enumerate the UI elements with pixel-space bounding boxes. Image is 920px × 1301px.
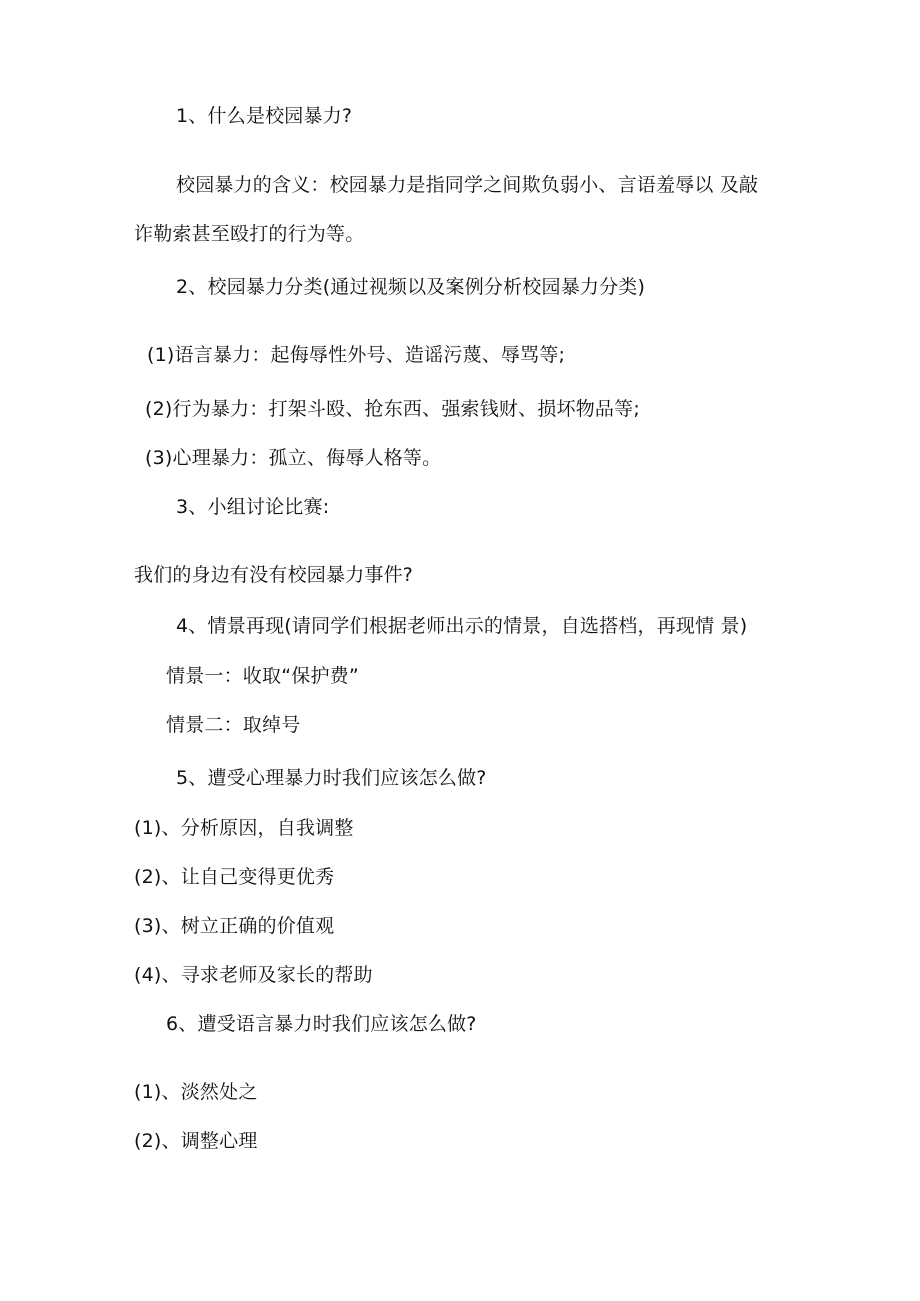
heading-4: 4、情景再现(请同学们根据老师出示的情景，自选搭档，再现情 景) bbox=[176, 615, 748, 637]
list-item: 情景一：收取“保护费” bbox=[166, 665, 359, 687]
list-item: (3)心理暴力：孤立、侮辱人格等。 bbox=[145, 447, 442, 469]
heading-1: 1、什么是校园暴力? bbox=[176, 105, 353, 127]
heading-2: 2、校园暴力分类(通过视频以及案例分析校园暴力分类) bbox=[176, 276, 646, 298]
list-item: 情景二：取绰号 bbox=[166, 714, 301, 736]
list-item: (2)、让自己变得更优秀 bbox=[134, 866, 335, 888]
list-item: (1)、淡然处之 bbox=[134, 1081, 258, 1103]
heading-6: 6、遭受语言暴力时我们应该怎么做? bbox=[166, 1013, 477, 1035]
list-item: (4)、寻求老师及家长的帮助 bbox=[134, 964, 373, 986]
heading-5: 5、遭受心理暴力时我们应该怎么做? bbox=[176, 767, 487, 789]
list-item: (1)语言暴力：起侮辱性外号、造谣污蔑、辱骂等; bbox=[147, 344, 566, 366]
list-item: (2)、调整心理 bbox=[134, 1130, 258, 1152]
heading-3: 3、小组讨论比赛: bbox=[176, 496, 330, 518]
paragraph-line: 诈勒索甚至殴打的行为等。 bbox=[134, 223, 365, 245]
paragraph-line: 校园暴力的含义：校园暴力是指同学之间欺负弱小、言语羞辱以 及敲 bbox=[176, 174, 759, 196]
paragraph-line: 我们的身边有没有校园暴力事件? bbox=[134, 564, 414, 586]
list-item: (2)行为暴力：打架斗殴、抢东西、强索钱财、损坏物品等; bbox=[145, 398, 640, 420]
list-item: (1)、分析原因，自我调整 bbox=[134, 817, 354, 839]
list-item: (3)、树立正确的价值观 bbox=[134, 915, 335, 937]
